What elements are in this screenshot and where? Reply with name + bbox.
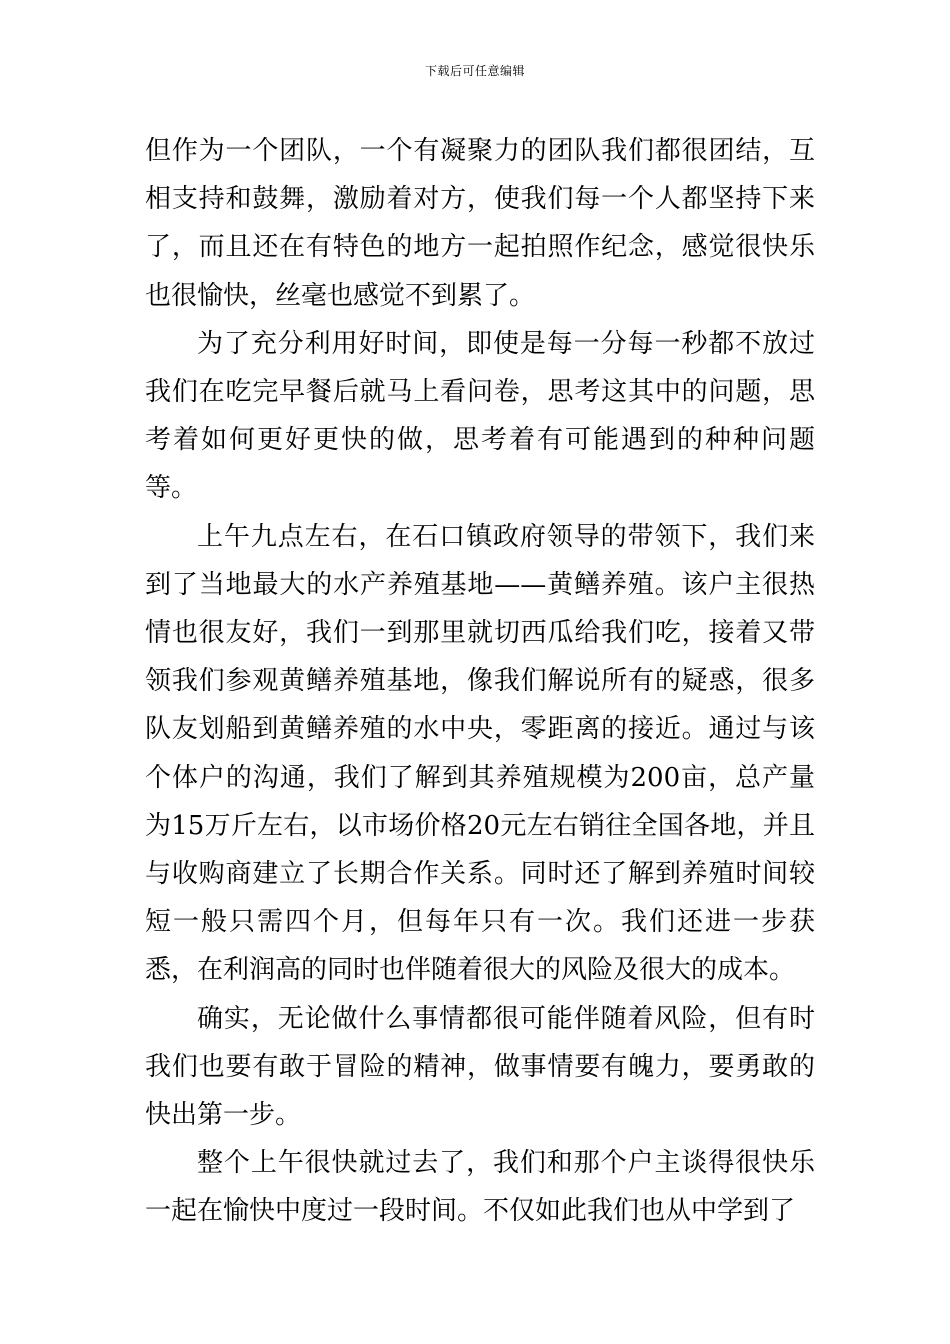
paragraph-5: 整个上午很快就过去了，我们和那个户主谈得很快乐一起在愉快中度过一段时间。不仅如此我们也从中学到了 xyxy=(145,1148,815,1227)
document-body xyxy=(145,127,815,1236)
paragraph-3: 上午九点左右，在石口镇政府领导的带领下，我们来到了当地最大的水产养殖基地——黄鳝养殖。该户主很热情也很友好，我们一到那里就切西瓜给我们吃，接着又带领我们参观黄鳝养殖基地，像我们解说所有的疑惑，很多队友划船到黄鳝养殖的水中央，零距离的接近。通过与该个体户的沟通，我们了解到其养殖规模为200亩，总产量为15万斤左右，以市场价格20元左右销往全国各地，并且与收购商建立了长期合作关系。同时还了解到养殖时间较短一般只需四个月，但每年只有一次。我们还进一步获悉，在利润高的同时也伴随着很大的风险及很大的成本。 xyxy=(145,521,815,986)
paragraph-1: 但作为一个团队，一个有凝聚力的团队我们都很团结，互相支持和鼓舞，激励着对方，使我们每一个人都坚持下来了，而且还在有特色的地方一起拍照作纪念，感觉很快乐也很愉快，丝毫也感觉不到累了。 xyxy=(145,136,815,311)
paragraph-2: 为了充分利用好时间，即使是每一分每一秒都不放过我们在吃完早餐后就马上看问卷，思考这其中的问题，思考着如何更好更快的做，思考着有可能遇到的种种问题等。 xyxy=(145,328,815,504)
paragraph-4: 确实，无论做什么事情都很可能伴随着风险，但有时我们也要有敢于冒险的精神，做事情要有魄力，要勇敢的快出第一步。 xyxy=(145,1003,815,1131)
page-header: 下载后可任意编辑 xyxy=(424,64,525,78)
